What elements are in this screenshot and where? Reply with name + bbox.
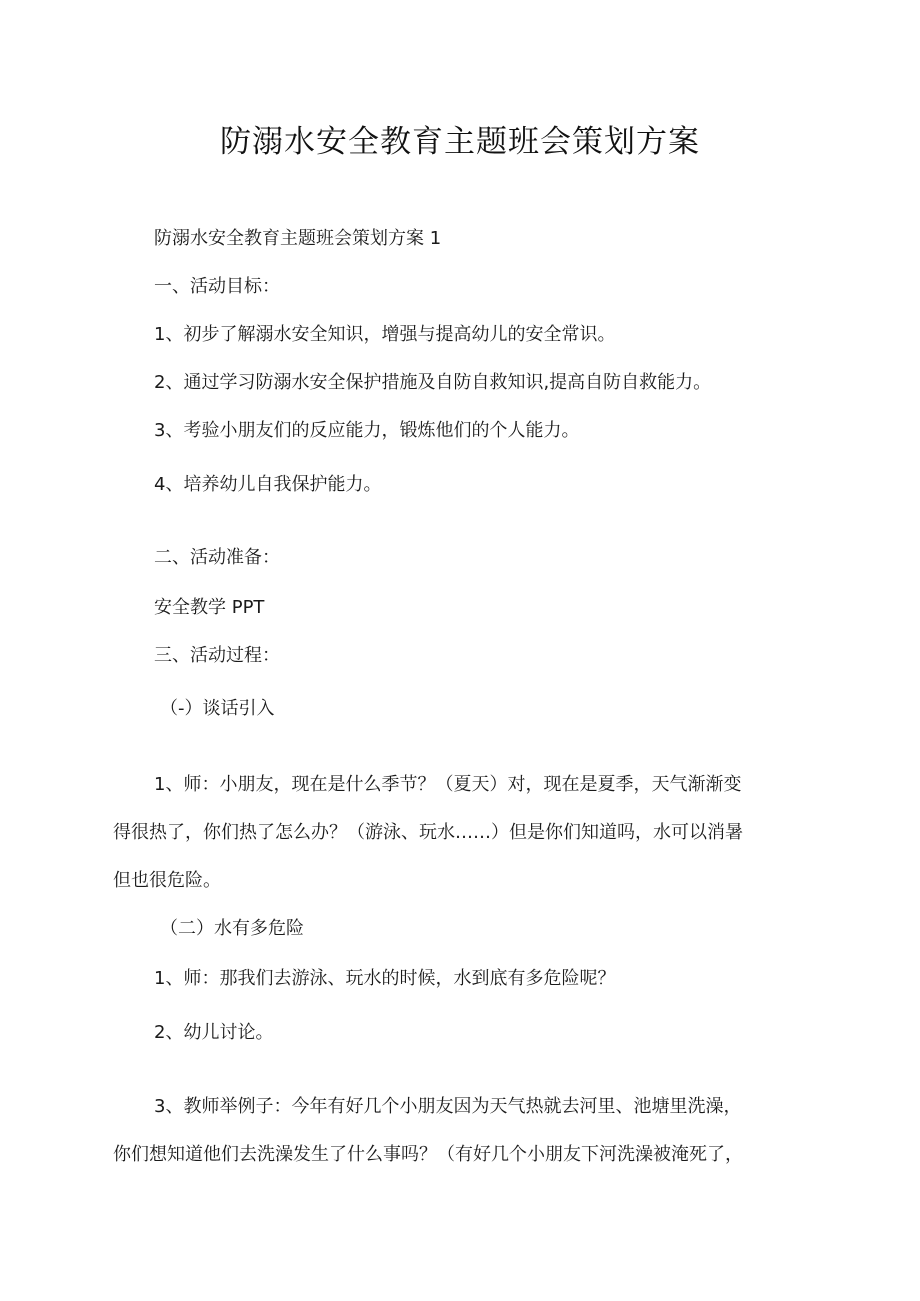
goal-item-1: 1、初步了解溺水安全知识，增强与提高幼儿的安全常识。 [154,324,616,345]
document-title: 防溺水安全教育主题班会策划方案 [220,124,700,160]
paragraph-1-line-2: 得很热了，你们热了怎么办？（游泳、玩水……）但是你们知道吗，水可以消暑 [113,822,743,843]
heading-activity-goals: 一、活动目标： [154,276,280,297]
goal-item-2: 2、通过学习防溺水安全保护措施及自防自救知识,提高自防自救能力。 [154,372,712,393]
danger-item-2: 2、幼儿讨论。 [154,1022,274,1043]
subheading-water-danger: （二）水有多危险 [160,918,304,939]
heading-activity-process: 三、活动过程： [154,645,280,666]
paragraph-1-line-3: 但也很危险。 [113,870,221,891]
paragraph-3-line-2: 你们想知道他们去洗澡发生了什么事吗？（有好几个小朋友下河洗澡被淹死了， [113,1144,743,1165]
goal-item-4: 4、培养幼儿自我保护能力。 [154,474,382,495]
preparation-item: 安全教学 PPT [154,597,265,618]
section-heading-plan-1: 防溺水安全教育主题班会策划方案 1 [154,228,442,249]
goal-item-3: 3、考验小朋友们的反应能力，锻炼他们的个人能力。 [154,420,580,441]
paragraph-3-line-1: 3、教师举例子：今年有好几个小朋友因为天气热就去河里、池塘里洗澡， [154,1096,742,1117]
paragraph-1-line-1: 1、师：小朋友，现在是什么季节？（夏天）对，现在是夏季，天气渐渐变 [154,774,742,795]
danger-item-1: 1、师：那我们去游泳、玩水的时候，水到底有多危险呢？ [154,968,616,989]
subheading-conversation-intro: （-）谈话引入 [160,698,275,719]
heading-activity-preparation: 二、活动准备： [154,547,280,568]
